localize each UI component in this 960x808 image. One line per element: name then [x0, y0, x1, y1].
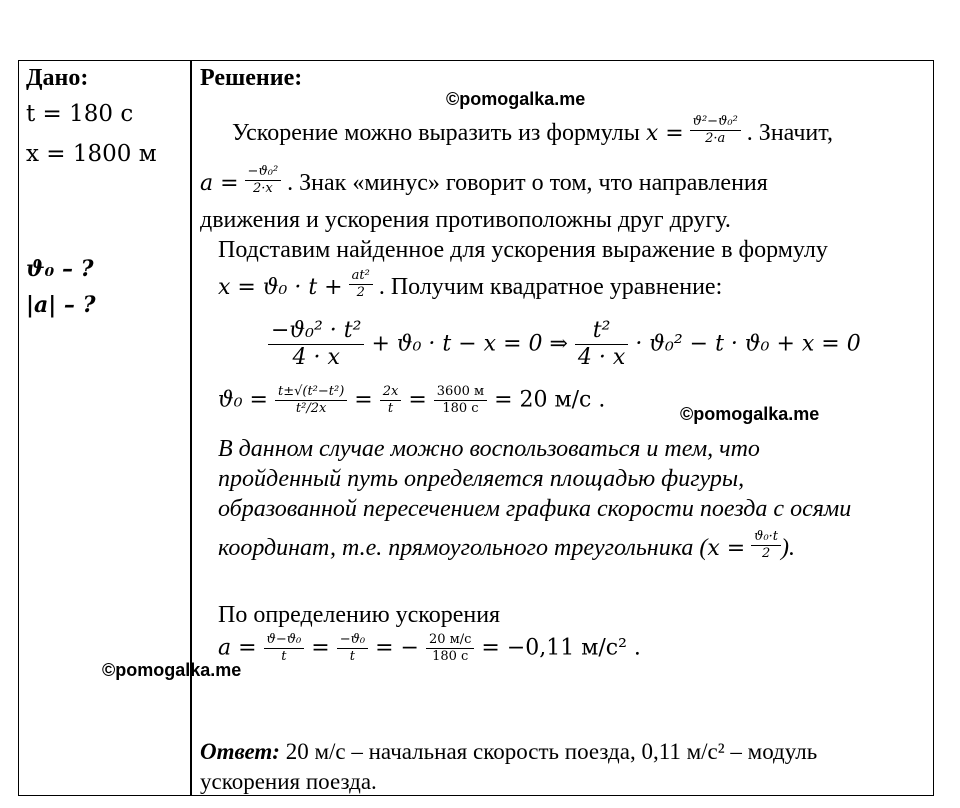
given-header: Дано: [26, 65, 89, 91]
answer-line [200, 738, 817, 766]
unknown-a: |a| – ? [26, 292, 96, 318]
text-line: пройденный путь определяется площадью фигуры, [218, 466, 745, 492]
column-divider [190, 60, 192, 796]
fraction: $\frac{\text{at²}}{2}$ [349, 268, 373, 301]
answer-line: ускорения поезда. [200, 769, 377, 794]
acceleration-formula: a = $\frac{\text{ϑ−ϑ₀}}{t}$ = $\frac{\text{−ϑ₀}}{t}$ = − $\frac{20 м/с}{180 с}$ = −0,11 м/с² . [218, 632, 641, 664]
text-line: a = $\frac{\text{−ϑ₀²}}{2\cdot x}$ . Знак «минус» говорит о том, что направления [200, 164, 768, 197]
watermark: ©pomogalka.me [102, 660, 242, 680]
fraction: $\frac{\text{−ϑ₀}}{t}$ [337, 632, 368, 665]
text-line: образованной пересечением графика скорости поезда с осями [218, 496, 852, 522]
text-line: По определению ускорения [218, 602, 501, 628]
fraction: $\frac{\text{−ϑ₀²}}{2\cdot x}$ [245, 164, 282, 197]
text-line: Ускорение можно выразить из формулы x = $\frac{\text{ϑ²−ϑ₀²}}{2\cdot a}$ . Значит, [232, 114, 833, 147]
fraction: $\frac{\text{ϑ−ϑ₀}}{t}$ [264, 632, 305, 665]
fraction: $\frac{\text{ϑ²−ϑ₀²}}{2\cdot a}$ [690, 114, 741, 147]
fraction: $\frac{2x}{t}$ [380, 384, 402, 417]
given-t: t = 180 с [26, 101, 134, 127]
fraction: $\frac{\text{−ϑ₀² · t²}}{4 \cdot x}$ [268, 318, 364, 371]
unknown-v0: ϑ₀ – ? [26, 256, 94, 282]
fraction: $\frac{\text{ϑ₀·t}}{2}$ [751, 529, 781, 562]
v0-solution: ϑ₀ = $\frac{\text{t±√(t²−t²)}}{\text{t²/2x}}$ = $\frac{2x}{t}$ = $\frac{3600 м}{180 с}$ = 20 м/с . [218, 384, 606, 416]
watermark: ©pomogalka.me [446, 89, 586, 109]
text-line: координат, т.е. прямоугольного треугольника (x = $\frac{\text{ϑ₀·t}}{2}$ ). [218, 529, 796, 562]
text-line: движения и ускорения противоположны друг другу. [200, 207, 731, 233]
given-x: x = 1800 м [26, 141, 157, 167]
fraction: $\frac{\text{t±√(t²−t²)}}{\text{t²/2x}}$ [275, 384, 347, 417]
answer-label: Ответ: [200, 739, 280, 764]
solution-header: Решение: [200, 65, 303, 91]
text-line: В данном случае можно воспользоваться и тем, что [218, 436, 760, 462]
fraction: $\frac{3600 м}{180 с}$ [434, 384, 487, 417]
quadratic-equation: $\frac{\text{−ϑ₀² · t²}}{4 \cdot x}$ + ϑ₀ · t − x = 0 ⇒ $\frac{\text{t²}}{4 \cdot x}$ · ϑ₀² − t · ϑ₀ + x = 0 [268, 318, 861, 371]
text-line: x = ϑ₀ · t + $\frac{\text{at²}}{2}$ . Получим квадратное уравнение: [218, 268, 723, 301]
fraction: $\frac{\text{t²}}{4 \cdot x}$ [575, 318, 628, 371]
text-line: Подставим найденное для ускорения выражение в формулу [218, 237, 828, 263]
watermark: ©pomogalka.me [680, 404, 820, 424]
answer-text: 20 м/с – начальная скорость поезда, 0,11 м/с² – модуль [285, 739, 818, 764]
fraction: $\frac{20 м/с}{180 с}$ [426, 632, 474, 665]
